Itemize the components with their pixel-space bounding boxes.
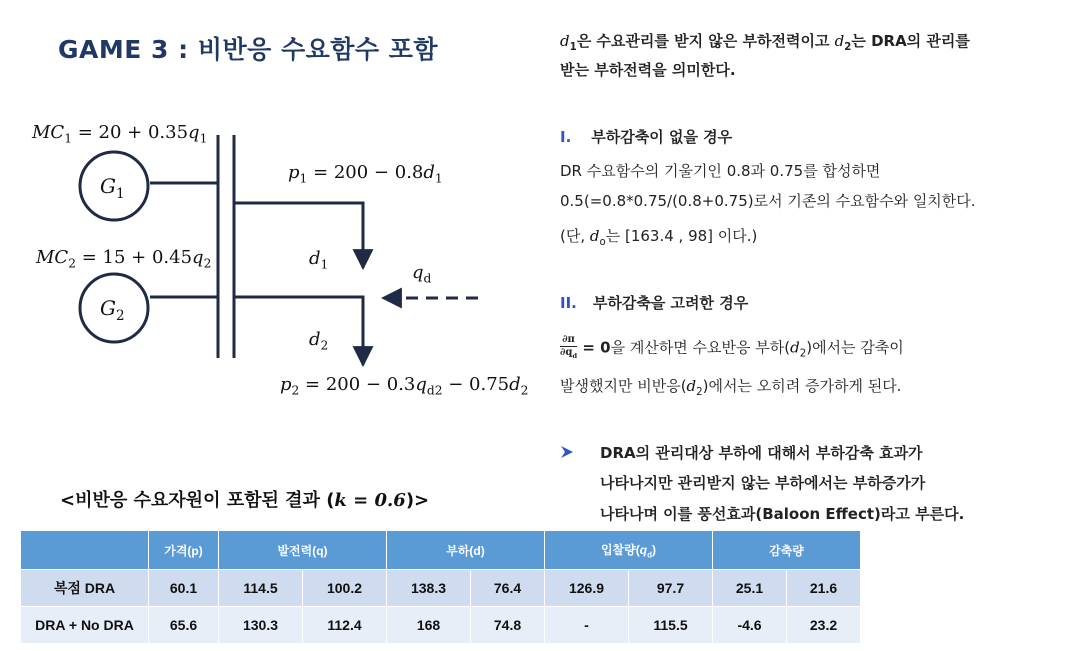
table-title: <비반응 수요자원이 포함된 결과 (k = 0.6)> xyxy=(60,490,430,511)
qd-label: $q_d$ xyxy=(412,262,432,286)
cell-cut-1: 25.1 xyxy=(713,570,787,607)
d2-label: $d_2$ xyxy=(309,329,329,353)
market-diagram xyxy=(0,0,560,420)
cell-price: 65.6 xyxy=(149,607,219,644)
section-2-line-2: 발생했지만 비반응$(d_2)$에서는 오히려 증가하게 된다. xyxy=(560,377,902,398)
table-row xyxy=(21,570,861,607)
header-price: 가격(p) xyxy=(149,531,219,570)
header-reduction: 감축량 xyxy=(713,531,861,570)
section-1-numeral: I. xyxy=(560,128,572,146)
row-label: DRA + No DRA xyxy=(21,607,149,644)
slide-title: GAME 3 : 비반응 수요함수 포함 xyxy=(58,35,439,64)
generator-1-label: $G_1$ xyxy=(100,174,125,202)
section-2-heading: II. 부하감축을 고려한 경우 xyxy=(560,294,749,312)
cell-cut-1: -4.6 xyxy=(713,607,787,644)
cell-cut-2: 23.2 xyxy=(787,607,861,644)
mc1-equation: $MC_1 = 20 + 0.35q_1$ xyxy=(32,122,208,146)
cell-cut-2: 21.6 xyxy=(787,570,861,607)
cell-load-2: 74.8 xyxy=(471,607,545,644)
cell-price: 60.1 xyxy=(149,570,219,607)
d2-load-line xyxy=(234,297,363,365)
cell-gen-2: 112.4 xyxy=(303,607,387,644)
bullet-line-3: 나타나며 이를 풍선효과(Baloon Effect)라고 부른다. xyxy=(600,505,965,523)
cell-load-1: 138.3 xyxy=(387,570,471,607)
generator-2-label: $G_2$ xyxy=(100,296,125,324)
section-1-heading: I. 부하감축이 없을 경우 xyxy=(560,128,733,146)
header-empty xyxy=(21,531,149,570)
mc2-equation: $MC_2 = 15 + 0.45q_2$ xyxy=(36,247,212,271)
table-row xyxy=(21,607,861,644)
intro-line-2: 받는 부하전력을 의미한다. xyxy=(560,61,736,79)
d1-load-line xyxy=(234,203,363,268)
partial-derivative-fraction: $\frac{\partial\pi}{\partial q_d}$ xyxy=(560,334,578,360)
intro-line-1: $d_1$은 수요관리를 받지 않은 부하전력이고 $d_2$는 DRA의 관리를 xyxy=(560,32,970,53)
table-header-row xyxy=(21,531,861,570)
d1-label: $d_1$ xyxy=(309,248,329,272)
bullet-arrow-icon xyxy=(560,445,574,459)
section-2-numeral: II. xyxy=(560,294,577,312)
cell-gen-2: 100.2 xyxy=(303,570,387,607)
cell-gen-1: 114.5 xyxy=(219,570,303,607)
header-generation: 발전력(q) xyxy=(219,531,387,570)
section-1-line-1: DR 수요함수의 기울기인 0.8과 0.75를 합성하면 xyxy=(560,162,881,180)
bullet-line-2: 나타나지만 관리받지 않는 부하에서는 부하증가가 xyxy=(600,474,926,492)
results-table xyxy=(20,530,861,644)
header-load: 부하(d) xyxy=(387,531,545,570)
cell-bid-2: 97.7 xyxy=(629,570,713,607)
cell-load-2: 76.4 xyxy=(471,570,545,607)
p1-equation: $p_1 = 200 - 0.8d_1$ xyxy=(288,162,443,186)
header-bid: 입찰량$(q_d)$ xyxy=(545,531,713,570)
cell-bid-2: 115.5 xyxy=(629,607,713,644)
row-label: 복점 DRA xyxy=(21,570,149,607)
cell-bid-1: - xyxy=(545,607,629,644)
bullet-line-1: DRA의 관리대상 부하에 대해서 부하감축 효과가 xyxy=(600,444,923,462)
section-1-line-2: 0.5(=0.8*0.75/(0.8+0.75)로서 기존의 수요함수와 일치한다. xyxy=(560,192,976,210)
section-1-line-3: (단, $d_o$는 [163.4 , 98] 이다.) xyxy=(560,227,758,248)
cell-bid-1: 126.9 xyxy=(545,570,629,607)
section-2-line-1: $\frac{\partial\pi}{\partial q_d}$ = 0을 계산하면 수요반응 부하$(d_2)$에서는 감축이 xyxy=(560,334,904,360)
cell-gen-1: 130.3 xyxy=(219,607,303,644)
cell-load-1: 168 xyxy=(387,607,471,644)
p2-equation: $p_2 = 200 - 0.3q_{d2} - 0.75d_2$ xyxy=(280,374,529,398)
